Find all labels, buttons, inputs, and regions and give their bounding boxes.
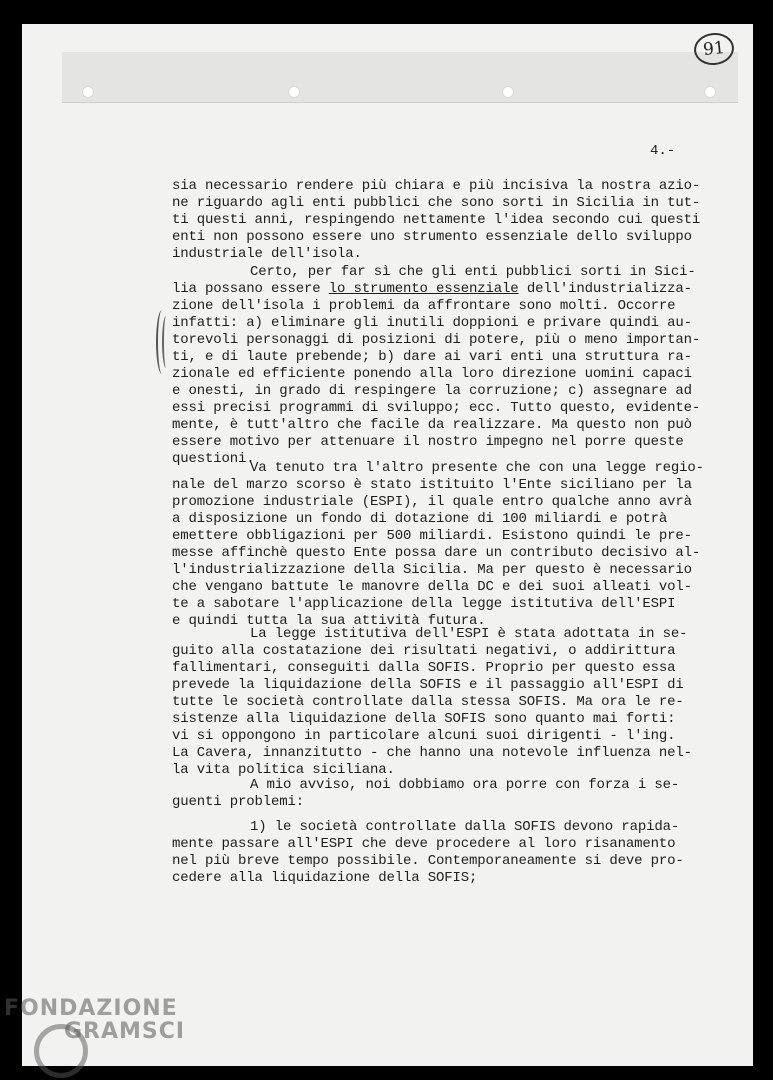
paragraph-6: [172, 819, 712, 887]
text-line: ne riguardo agli enti pubblici che sono sorti in Sicilia in tut-: [172, 195, 701, 211]
text-line: sia necessario rendere più chiara e più incisiva la nostra azio-: [172, 178, 701, 194]
text-line: zionale ed efficiente ponendo alla loro direzione uomini capaci: [172, 366, 692, 382]
text-line: A mio avviso, noi dobbiamo ora porre con forza i se-: [250, 777, 680, 793]
text-line: Certo, per far sì che gli enti pubblici sorti in Sici-: [250, 264, 696, 280]
paragraph-4: [172, 626, 712, 779]
paragraph-1: [172, 178, 712, 263]
text-line: mente, è tutt'altro che facile da realizzare. Ma questo non può: [172, 417, 692, 433]
page-number: 4.-: [650, 143, 676, 159]
text-line: guenti problemi:: [172, 794, 305, 810]
text-line: l'industrializzazione della Sicilia. Ma per questo è necessario: [172, 562, 692, 578]
text-line: la vita politica siciliana.: [172, 762, 395, 778]
text-line: cedere alla liquidazione della SOFIS;: [172, 870, 478, 886]
text-line: essi precisi programmi di sviluppo; ecc. Tutto questo, evidente-: [172, 400, 701, 416]
text-line: e onesti, in grado di respingere la corruzione; c) assegnare ad: [172, 383, 692, 399]
text-line: vi si oppongono in particolare alcuni suoi dirigenti - l'ing.: [172, 728, 676, 744]
text-line: tutte le società controllate dalla stessa SOFIS. Ma ora le re-: [172, 694, 684, 710]
text-line: questioni.: [172, 451, 255, 467]
text-line: industriale dell'isola.: [172, 246, 362, 262]
text-line: ti, e di laute prebende; b) dare ai vari enti una struttura ra-: [172, 349, 692, 365]
text-line: messe affinchè questo Ente possa dare un contributo decisivo al-: [172, 545, 701, 561]
paragraph-2: [172, 264, 712, 468]
text-line: fallimentari, conseguiti dalla SOFIS. Proprio per questo essa: [172, 660, 676, 676]
text-line: emettere obbligazioni per 500 miliardi. Esistono quindi le pre-: [172, 528, 692, 544]
binder-strip: [62, 52, 738, 103]
text-line: La legge istitutiva dell'ESPI è stata adottata in se-: [250, 626, 688, 642]
text-line: prevede la liquidazione della SOFIS e il passaggio all'ESPI di: [172, 677, 684, 693]
text-line: enti non possono essere uno strumento essenziale dello sviluppo: [172, 229, 692, 245]
text-line: e quindi tutta la sua attività futura.: [172, 613, 486, 629]
text-line: La Cavera, innanzitutto - che hanno una notevole influenza nel-: [172, 745, 692, 761]
punch-hole: [288, 86, 300, 98]
paragraph-3: [172, 460, 712, 630]
text-line: Va tenuto tra l'altro presente che con una legge regio-: [250, 460, 704, 476]
text-line: mente passare all'ESPI che deve procedere al loro risanamento: [172, 836, 676, 852]
archive-stamp: 91: [692, 31, 735, 67]
punch-hole: [704, 86, 716, 98]
text-line: che vengano battute le manovre della DC e dei suoi alleati vol-: [172, 579, 692, 595]
text-line: essere motivo per attenuare il nostro impegno nel porre queste: [172, 434, 684, 450]
text-line: lia possano essere lo strumento essenziale dell'industrializza-: [172, 281, 692, 297]
text-line: a disposizione un fondo di dotazione di 100 miliardi e potrà: [172, 511, 668, 527]
text-line: te a sabotare l'applicazione della legge istitutiva dell'ESPI: [172, 596, 676, 612]
text-line: zione dell'isola i problemi da affrontare sono molti. Occorre: [172, 298, 676, 314]
paragraph-5: [172, 777, 712, 811]
text-line: sistenze alla liquidazione della SOFIS sono quanto mai forti:: [172, 711, 676, 727]
watermark-line2: GRAMSCI: [64, 1019, 186, 1044]
margin-bracket: [162, 316, 170, 368]
punch-hole: [502, 86, 514, 98]
text-line: infatti: a) eliminare gli inutili doppioni e privare quindi au-: [172, 315, 692, 331]
text-line: torevoli personaggi di posizioni di potere, più o meno importan-: [172, 332, 701, 348]
text-line: nale del marzo scorso è stato istituito l'Ente siciliano per la: [172, 477, 692, 493]
watermark: [4, 996, 185, 1044]
text-line: nel più breve tempo possibile. Contemporaneamente si deve pro-: [172, 853, 684, 869]
text-line: promozione industriale (ESPI), il quale entro qualche anno avrà: [172, 494, 692, 510]
text-line: ti questi anni, respingendo nettamente l'idea secondo cui questi: [172, 212, 701, 228]
watermark-line1: FONDAZIONE: [4, 996, 178, 1021]
punch-hole: [82, 86, 94, 98]
text-line: guito alla costatazione dei risultati negativi, o addirittura: [172, 643, 676, 659]
text-line: 1) le società controllate dalla SOFIS devono rapida-: [250, 819, 680, 835]
